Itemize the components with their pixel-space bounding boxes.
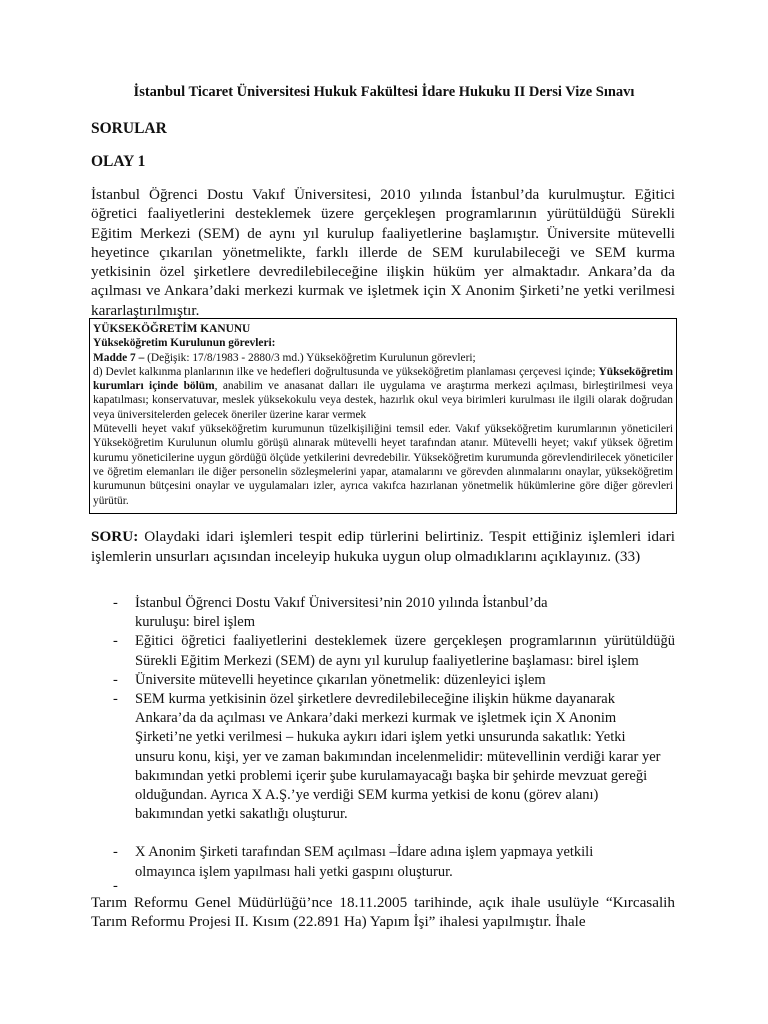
- list-item: [91, 632, 675, 670]
- madde-text: (Değişik: 17/8/1983 - 2880/3 md.) Yükseköğretim Kurulunun görevleri;: [144, 351, 476, 364]
- list-dash: -: [113, 633, 118, 650]
- sorular-heading: SORULAR: [91, 120, 167, 137]
- trailing-dash: -: [113, 878, 118, 894]
- answer-text: SEM kurma yetkisinin özel şirketlere devredilebileceğine ilişkin hükme dayanarak Ankara’da da açılması ve Ankara’daki merkezi kurmak ve işletmek için X Anonim Şirketi’ne yetki verilmesi – hukuka aykırı idari işlem yetki unsurunda sakatlık: Yetki unsuru konu, kişi, yer ve zaman bakımından incelenmelidir: mütevellinin verdiği karar yer bakımından yetki problemi içerir şube kurulamayacağı başka bir şehirde mevzuat gereği olduğundan. Ayrıca X A.Ş.’ye verdiği SEM kurma yetkisi de konu (görev alanı) bakımından yetki sakatlığı oluşturur.: [135, 691, 661, 823]
- olay-paragraph: İstanbul Öğrenci Dostu Vakıf Üniversitesi, 2010 yılında İstanbul’da kurulmuştur. Eğitici öğretici faaliyetlerini desteklemek üzere gerçekleşen programlarının yürütüldüğü Sürekli Eğitim Merkezi (SEM) de aynı yıl kurulup faaliyetlerine başlamıştır. Üniversite mütevelli heyetince çıkarılan yönetmelikte, farklı illerde de SEM kurulabileceği ve SEM kurma yetkisinin özel şirketlere devredilebileceğine ilişkin hüküm yer almaktadır. Ankara’da da açılması ve Ankara’daki merkezi kurmak ve işletmek için X Anonim Şirketi’ne yetki verilmesi kararlaştırılmıştır.: [91, 186, 675, 319]
- answer-text: İstanbul Öğrenci Dostu Vakıf Üniversitesi’nin 2010 yılında İstanbul’da kuruluşu: birel işlem: [135, 595, 548, 631]
- tarim-paragraph: Tarım Reformu Genel Müdürlüğü’nce 18.11.2005 tarihinde, açık ihale usulüyle “Kırcasalih Tarım Reformu Projesi II. Kısım (22.891 Ha) Yapım İşi” ihalesi yapılmıştır. İhale: [91, 894, 675, 931]
- list-dash: -: [113, 691, 118, 708]
- madde-line: [93, 351, 673, 365]
- question-text: Olaydaki idari işlemleri tespit edip türlerini belirtiniz. Tespit ettiğiniz işlemleri idari işlemlerin unsurları açısından inceleyip hukuka uygun olup olmadıklarını açıklayınız. (33): [91, 528, 675, 565]
- list-dash: -: [113, 844, 118, 861]
- law-subheading: Yükseköğretim Kurulunun görevleri:: [93, 337, 276, 350]
- list-dash: -: [113, 595, 118, 611]
- question-paragraph: [91, 527, 675, 566]
- madde-d-text-1: d) Devlet kalkınma planlarının ilke ve hedefleri doğrultusunda ve yükseköğretim planlaması çerçevesi içinde;: [93, 365, 599, 378]
- law-heading: YÜKSEKÖĞRETİM KANUNU: [93, 323, 251, 335]
- list-item: [91, 690, 675, 824]
- madde-d-bold: Yükseköğretim kurumları içinde bölüm: [93, 365, 673, 393]
- olay-heading: OLAY 1: [91, 153, 146, 170]
- madde-d-paragraph: [93, 365, 673, 422]
- question-label: SORU:: [91, 528, 139, 545]
- madde-d-text-2: , anabilim ve anasanat dalları ile uygulama ve araştırma merkezi açılması, birleştirilmesi veya kapatılması; konservatuvar, meslek yüksekokulu veya destek, hazırlık okul veya birimleri kurulması ile ilgili olarak doğrudan veya üniversitelerden gelecek öneriler üzerine karar vermek: [93, 380, 673, 421]
- answer-text: X Anonim Şirketi tarafından SEM açılması –İdare adına işlem yapmaya yetkili olmayınca işlem yapılması hali yetki gaspını oluşturur.: [135, 844, 594, 880]
- list-dash: -: [113, 671, 118, 688]
- list-item: [91, 671, 675, 690]
- madde-label: Madde 7 –: [93, 351, 145, 364]
- answer-text: Eğitici öğretici faaliyetlerini desteklemek üzere gerçekleşen programlarının yürütüldüğü Sürekli Eğitim Merkezi (SEM) de aynı yıl kurulup faaliyetlerine başlaması: birel işlem: [135, 633, 675, 669]
- law-excerpt-box: [89, 318, 677, 514]
- answer-list: [91, 594, 675, 882]
- mutevelli-paragraph: Mütevelli heyet vakıf yükseköğretim kurumunun tüzelkişiliğini temsil eder. Vakıf yükseköğretim kurumlarının yöneticileri Yükseköğretim Kurulunun olumlu görüşü alınarak mütevelli heyet tarafından atanır. Mütevelli heyet; vakıf yüksek öğretim kurumu yöneticilerine uygun gördüğü ölçüde yetkilerini devredebilir. Yükseköğretim kurumunda görevlendirilecek yöneticiler ve öğretim elemanları ile diğer personelin sözleşmelerini yapar, atamalarını ve görevden alınmalarını onaylar, yükseköğretim kurumunun bütçesini onaylar ve uygulamaları izler, ayrıca vakıfca hazırlanan yönetmelik hükümlerine göre diğer görevleri yürütür.: [93, 423, 673, 507]
- answer-text: Üniversite mütevelli heyetince çıkarılan yönetmelik: düzenleyici işlem: [135, 671, 546, 688]
- list-item: [91, 843, 675, 881]
- list-item: [91, 594, 675, 632]
- exam-title: İstanbul Ticaret Üniversitesi Hukuk Fakültesi İdare Hukuku II Dersi Vize Sınavı: [133, 84, 635, 100]
